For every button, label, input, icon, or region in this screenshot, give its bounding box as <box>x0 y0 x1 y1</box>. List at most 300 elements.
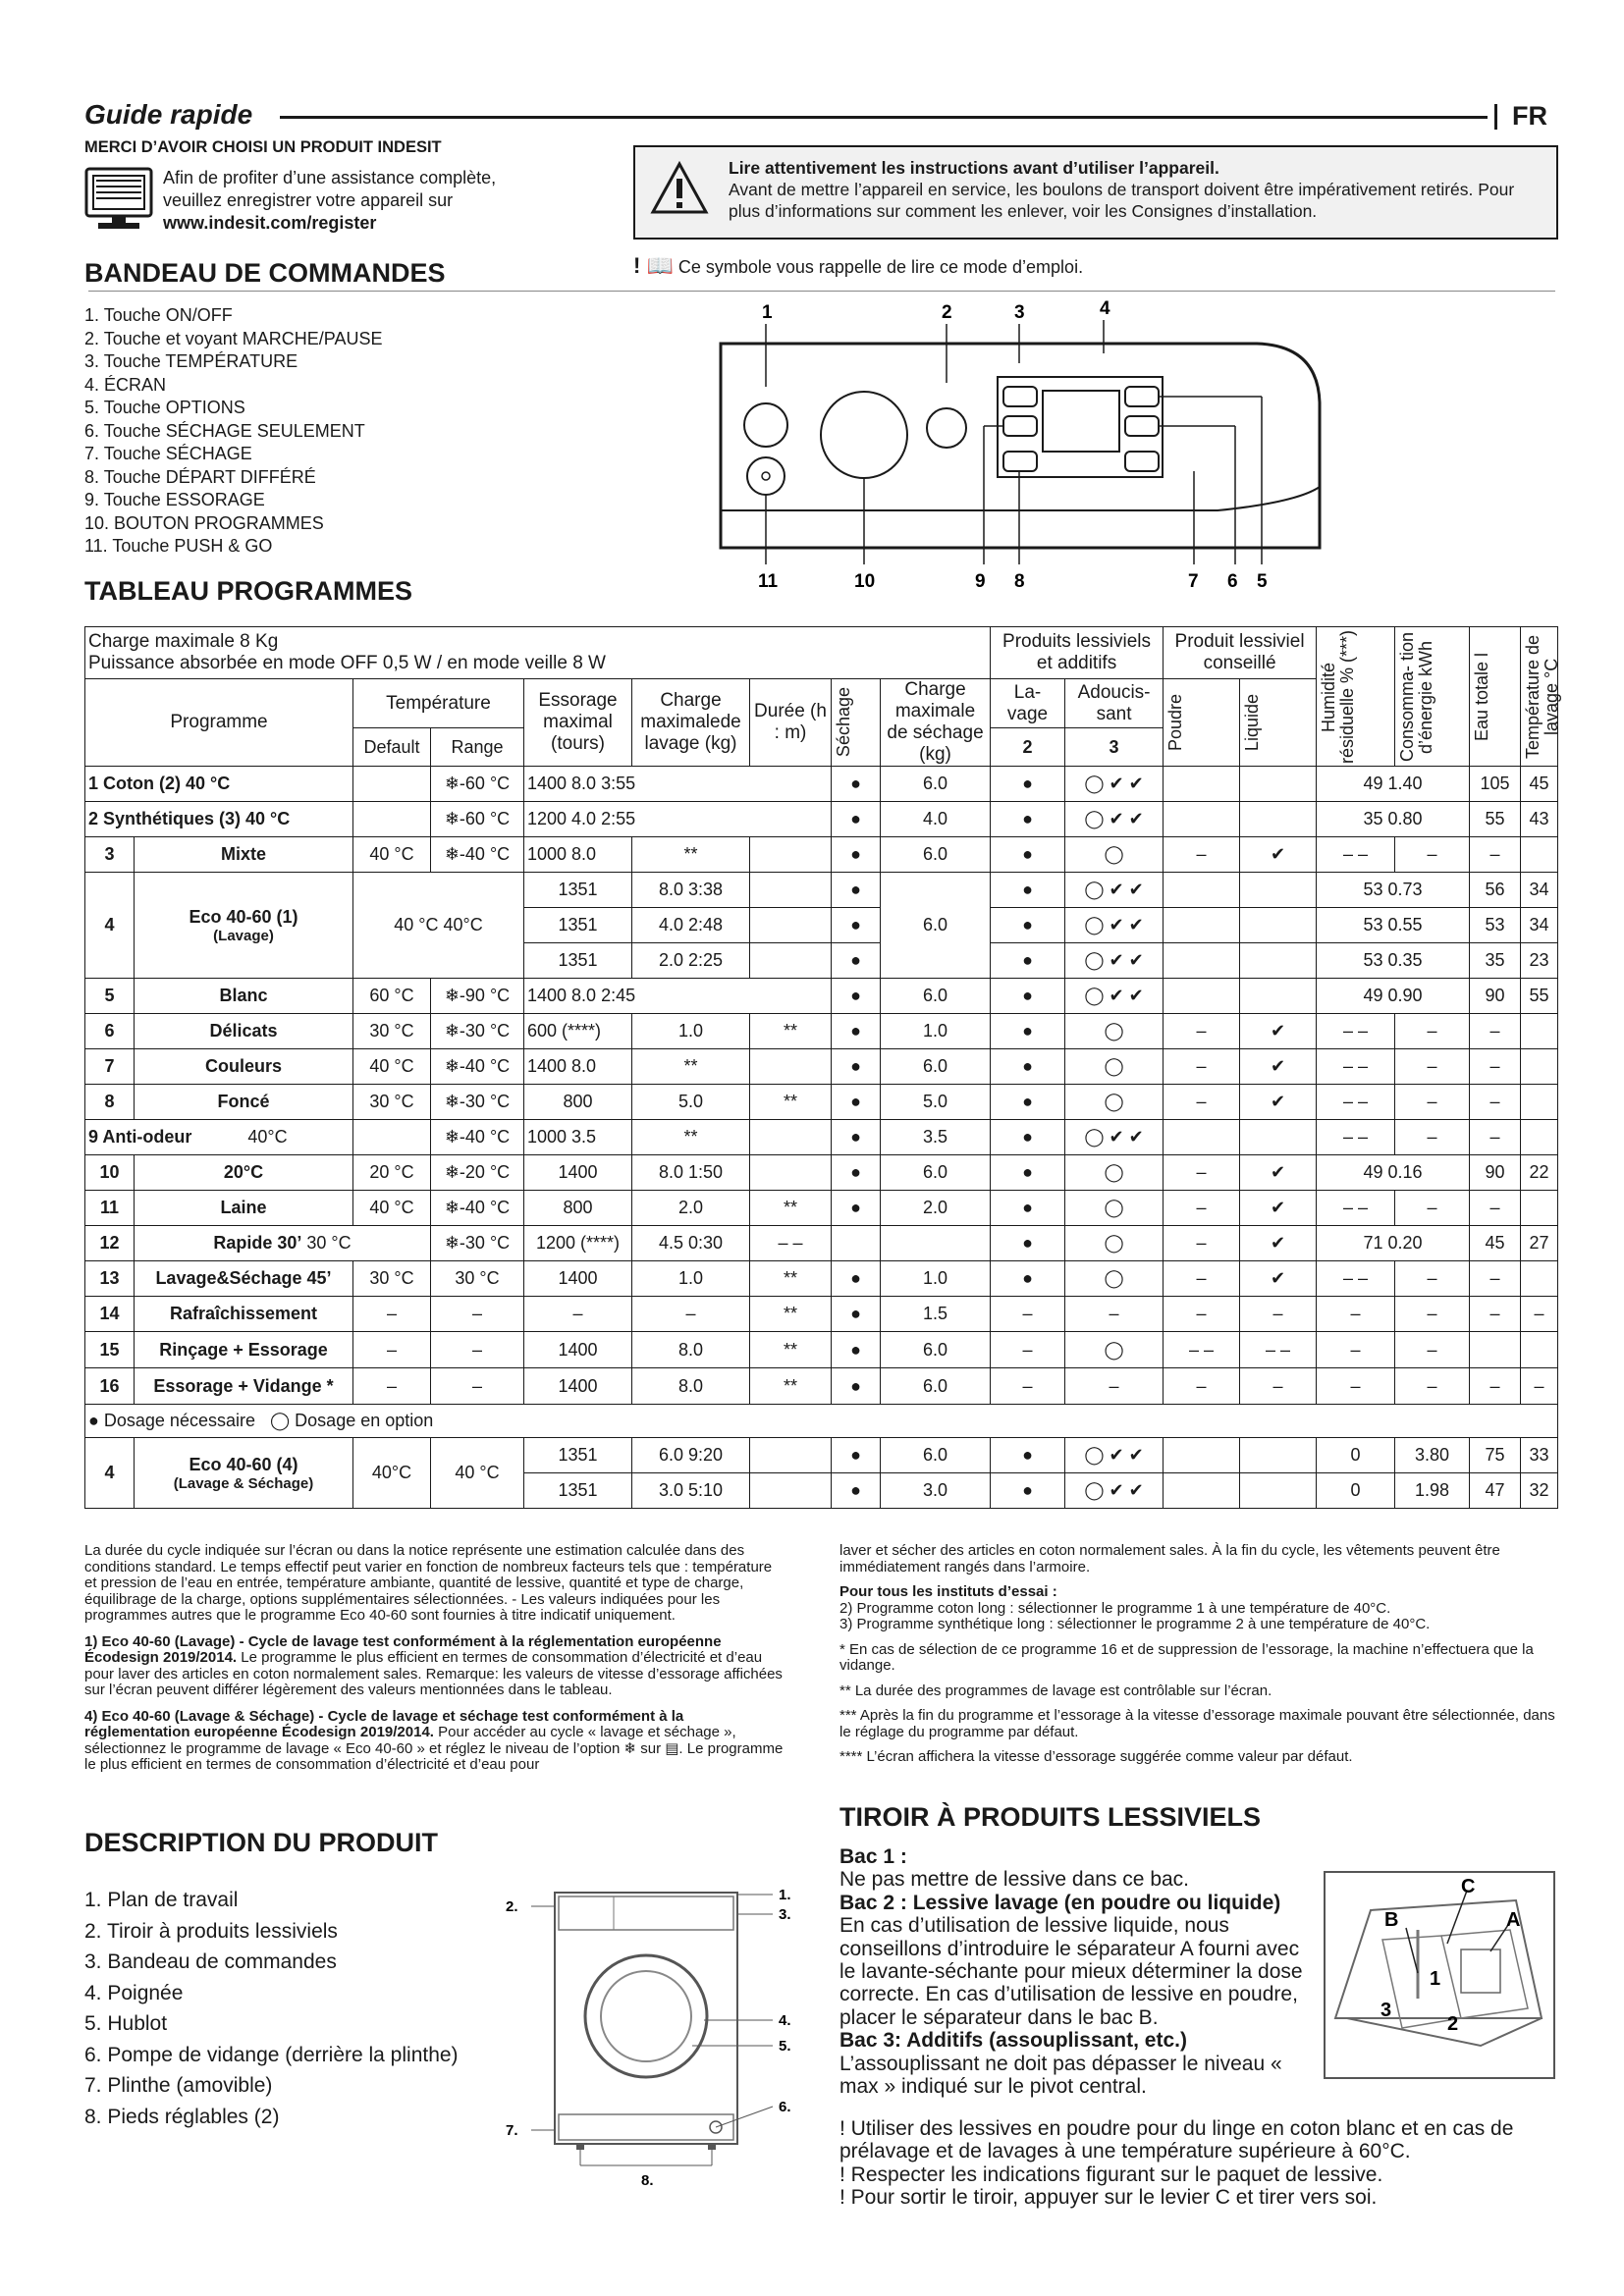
table-cell: 1200 4.0 2:55 <box>524 802 832 837</box>
table-cell: ◯ ✔ ✔ <box>1065 1438 1164 1473</box>
table-cell: 5.0 <box>881 1085 991 1120</box>
table-cell: 6.0 <box>881 1438 991 1473</box>
table-cell: ✔ <box>1240 1226 1317 1261</box>
table-cell: 3.0 <box>881 1473 991 1509</box>
empty-dot-icon: ◯ <box>270 1411 291 1430</box>
table-cell: – <box>1395 1297 1470 1332</box>
table-cell: 1351 <box>524 908 632 943</box>
energy-header: Consomma- tion d’énergie kWh <box>1395 627 1470 767</box>
table-cell: ✔ <box>1240 1085 1317 1120</box>
programme-name: Foncé <box>135 1085 353 1120</box>
table-cell: – <box>353 1297 431 1332</box>
table-cell: 40 °C <box>353 837 431 873</box>
table-cell: 49 1.40 <box>1317 767 1470 802</box>
table-cell: 53 0.73 <box>1317 873 1470 908</box>
table-row <box>85 1368 1558 1405</box>
table-cell: – <box>353 1368 431 1405</box>
table-cell <box>1240 1120 1317 1155</box>
table-cell: ◯ <box>1065 1226 1164 1261</box>
bac3-text: L’assouplissant ne doit pas dépasser le niveau « max » indiqué sur le pivot central. <box>839 2052 1282 2099</box>
table-cell: 40 °C <box>353 1191 431 1226</box>
table-cell: – <box>1164 1155 1240 1191</box>
table-cell: 6.0 <box>881 1155 991 1191</box>
bac2-text: En cas d’utilisation de lessive liquide, nous conseillons d’introduire le séparateur A fourni avec le lavante-séchante pour mieux déterminer la dose correcte. En cas d’utilisation de lessive en poudre, placer le séparateur dans le bac B. <box>839 1914 1303 2029</box>
list-item: 2. Tiroir à produits lessiviels <box>84 1919 338 1943</box>
table-cell: ** <box>750 1085 832 1120</box>
table-cell <box>1164 767 1240 802</box>
programme-number: 6 <box>85 1014 135 1049</box>
note-paragraph: ** La durée des programmes de lavage est contrôlable sur l’écran. <box>839 1682 1272 1699</box>
part-label-2: 2. <box>506 1898 518 1915</box>
table-row <box>85 1405 1558 1438</box>
programme-number: 8 <box>85 1085 135 1120</box>
table-cell <box>750 873 832 908</box>
table-cell: 6.0 <box>881 873 991 979</box>
callout-2: 2 <box>942 302 952 323</box>
description-title: DESCRIPTION DU PRODUIT <box>84 1828 439 1857</box>
table-cell: ● <box>832 943 881 979</box>
programme-number: 15 <box>85 1332 135 1368</box>
welcome-heading: MERCI D’AVOIR CHOISI UN PRODUIT INDESIT <box>84 138 442 156</box>
table-cell <box>750 908 832 943</box>
table-cell: 75 <box>1470 1438 1521 1473</box>
note-bold: 4) Eco 40-60 (Lavage & Séchage) - Cycle de lavage et séchage test conformément à la réglementation européenne Écodesign 2019/2014. <box>84 1707 684 1740</box>
table-cell: – – <box>1317 1014 1395 1049</box>
table-cell <box>1521 1261 1558 1297</box>
table-cell: – <box>1317 1368 1395 1405</box>
table-cell: – <box>1470 1368 1521 1405</box>
table-cell: ❄-40 °C <box>431 1191 524 1226</box>
table-cell: 30 °C <box>353 1261 431 1297</box>
table-cell: – <box>1164 1049 1240 1085</box>
note-paragraph <box>84 1709 786 1774</box>
table-cell: ✔ <box>1240 1191 1317 1226</box>
programme-temp: 30 °C <box>306 1233 352 1253</box>
table-cell: 800 <box>524 1085 632 1120</box>
list-item: 7. Plinthe (amovible) <box>84 2074 273 2097</box>
table-cell: 30 °C <box>353 1085 431 1120</box>
drawer-note: ! Pour sortir le tiroir, appuyer sur le levier C et tirer vers soi. <box>839 2186 1378 2210</box>
table-cell: – <box>1521 1368 1558 1405</box>
table-cell: ● <box>991 1155 1065 1191</box>
table-cell: 53 0.35 <box>1317 943 1470 979</box>
note-text: 2) Programme coton long : sélectionner le programme 1 à une température de 40°C. <box>839 1599 1391 1617</box>
table-cell: 30 °C <box>353 1014 431 1049</box>
table-cell <box>1164 1473 1240 1509</box>
legend-required: Dosage nécessaire <box>103 1411 255 1430</box>
table-cell: ● <box>832 1155 881 1191</box>
list-item: 8. Pieds réglables (2) <box>84 2105 280 2128</box>
table-cell: 32 <box>1521 1473 1558 1509</box>
table-cell: 2.0 <box>881 1191 991 1226</box>
table-cell: – – <box>1317 837 1395 873</box>
table-cell <box>750 1049 832 1085</box>
table-cell: ❄-40 °C <box>431 1120 524 1155</box>
table-cell: – <box>1470 1049 1521 1085</box>
note-paragraph <box>839 1584 1561 1633</box>
part-label-3: 3. <box>779 1906 791 1923</box>
table-cell: 40°C <box>353 1438 431 1509</box>
push-go-button <box>747 457 785 495</box>
table-cell: ● <box>991 1226 1065 1261</box>
welcome-body: Afin de profiter d’une assistance complète, veuillez enregistrer votre appareil sur <box>163 168 497 210</box>
table-cell <box>1164 873 1240 908</box>
table-cell: – <box>991 1368 1065 1405</box>
table-cell <box>1470 1332 1521 1368</box>
list-item: 1. Touche ON/OFF <box>84 305 233 325</box>
table-row <box>85 627 1558 679</box>
table-cell <box>1240 908 1317 943</box>
table-cell: 600 (****) <box>524 1014 632 1049</box>
programme-name: Couleurs <box>135 1049 353 1085</box>
table-cell: 4.5 0:30 <box>632 1226 750 1261</box>
table-row <box>85 979 1558 1014</box>
table-cell: – <box>1395 1085 1470 1120</box>
programme-temp: 40°C <box>247 1127 288 1147</box>
table-cell: ◯ <box>1065 1014 1164 1049</box>
drawer-label-a: A <box>1506 1909 1521 1931</box>
table-cell: ● <box>832 1297 881 1332</box>
table-cell <box>881 1226 991 1261</box>
table-cell: – <box>1470 1085 1521 1120</box>
table-row <box>85 802 1558 837</box>
washing-machine-diagram <box>496 1873 810 2202</box>
programme-name: 20°C <box>135 1155 353 1191</box>
table-cell: ❄-40 °C <box>431 1049 524 1085</box>
table-cell: – <box>1395 1332 1470 1368</box>
programme-name: Laine <box>135 1191 353 1226</box>
list-item: 3. Bandeau de commandes <box>84 1950 337 1973</box>
table-cell: 6.0 <box>881 1368 991 1405</box>
note-paragraph: La durée du cycle indiquée sur l’écran ou dans la notice représente une estimation calculée dans des conditions standard. Le temps effectif peut varier en fonction de nombreux facteurs tels que : température et pression de l’eau en entrée, température ambiante, quantité de lessive, quantité et type de charge, équilibrage de la charge, options supplémentaires sélectionnées. - Les valeurs indiquées pour les programmes autres que le programme Eco 40-60 sont fournies à titre indicatif uniquement. <box>84 1542 773 1624</box>
programme-name <box>135 1226 431 1261</box>
wash-temp-header: Température de lavage °C <box>1521 627 1558 767</box>
table-cell: – <box>1164 1191 1240 1226</box>
table-row <box>85 1191 1558 1226</box>
list-item: 2. Touche et voyant MARCHE/PAUSE <box>84 328 383 348</box>
table-cell: – <box>1470 1297 1521 1332</box>
table-cell: ◯ ✔ ✔ <box>1065 979 1164 1014</box>
table-cell: ● <box>991 1014 1065 1049</box>
table-cell <box>750 1473 832 1509</box>
programme-number: 4 <box>85 873 135 979</box>
table-cell <box>353 1120 431 1155</box>
table-cell: – – <box>750 1226 832 1261</box>
table-cell: ** <box>750 1191 832 1226</box>
table-cell: 0 <box>1317 1438 1395 1473</box>
table-cell: – <box>1065 1297 1164 1332</box>
table-cell: ✔ <box>1240 1049 1317 1085</box>
table-cell <box>832 1226 881 1261</box>
bac-3-header: 3 <box>1065 728 1164 767</box>
table-row <box>85 1297 1558 1332</box>
table-cell: ◯ ✔ ✔ <box>1065 1120 1164 1155</box>
power-info: Puissance absorbée en mode OFF 0,5 W / en mode veille 8 W <box>88 653 606 673</box>
table-cell: ✔ <box>1240 1014 1317 1049</box>
start-pause-button <box>927 408 966 448</box>
table-cell: ✔ <box>1240 1261 1317 1297</box>
table-cell: 0 <box>1317 1473 1395 1509</box>
table-cell: – <box>1164 837 1240 873</box>
table-cell: 1.0 <box>881 1014 991 1049</box>
header-rule <box>280 116 1488 119</box>
table-cell: ** <box>750 1332 832 1368</box>
table-row <box>85 1332 1558 1368</box>
warning-text <box>729 157 1543 222</box>
duration-header: Durée (h : m) <box>750 679 832 767</box>
table-cell: – <box>1521 1297 1558 1332</box>
table-cell: – <box>991 1332 1065 1368</box>
table-cell: 45 <box>1470 1226 1521 1261</box>
table-cell: ** <box>632 837 750 873</box>
drawer-label-1: 1 <box>1430 1968 1441 1990</box>
drawer-label-2: 2 <box>1447 2013 1459 2035</box>
table-cell: – <box>1395 1014 1470 1049</box>
table-cell: ❄-30 °C <box>431 1226 524 1261</box>
table-cell: – <box>1164 1368 1240 1405</box>
table-cell <box>1240 1473 1317 1509</box>
table-cell <box>1164 943 1240 979</box>
programme-name <box>85 1120 353 1155</box>
programme-name: 1 Coton (2) 40 °C <box>85 767 353 802</box>
table-cell: ◯ ✔ ✔ <box>1065 908 1164 943</box>
table-cell: ● <box>832 767 881 802</box>
drawer-note: ! Respecter les indications figurant sur le paquet de lessive. <box>839 2163 1383 2186</box>
table-cell: ● <box>832 1438 881 1473</box>
wash-header: La- vage <box>991 679 1065 728</box>
table-cell <box>1521 1332 1558 1368</box>
table-cell <box>750 943 832 979</box>
table-cell <box>1164 1120 1240 1155</box>
programme-number: 14 <box>85 1297 135 1332</box>
table-cell: 6.0 <box>881 767 991 802</box>
table-cell: ● <box>832 1014 881 1049</box>
programme-name-text: Rapide 30’ <box>213 1233 302 1253</box>
table-cell: ** <box>632 1120 750 1155</box>
warning-bold: Lire attentivement les instructions avant d’utiliser l’appareil. <box>729 158 1219 178</box>
table-cell: ● <box>991 943 1065 979</box>
table-cell <box>1521 1049 1558 1085</box>
read-manual-note <box>633 253 1083 279</box>
dry-load-header: Charge maximale de séchage (kg) <box>881 679 991 767</box>
list-item: 4. ÉCRAN <box>84 374 167 395</box>
table-cell: 5.0 <box>632 1085 750 1120</box>
table-cell: 53 0.55 <box>1317 908 1470 943</box>
table-cell: 1351 <box>524 943 632 979</box>
table-cell: 1200 (****) <box>524 1226 632 1261</box>
bac1-text: Ne pas mettre de lessive dans ce bac. <box>839 1868 1190 1892</box>
table-cell: ◯ ✔ ✔ <box>1065 802 1164 837</box>
table-cell: ● <box>991 1438 1065 1473</box>
table-cell: – <box>1395 1261 1470 1297</box>
table-row <box>85 1155 1558 1191</box>
table-cell: 1.0 <box>881 1261 991 1297</box>
programme-name <box>135 1438 353 1509</box>
callout-4: 4 <box>1100 298 1110 319</box>
note-text: Pour accéder au cycle « lavage et séchage », sélectionnez le programme de lavage « Eco 40-60 » et réglez le niveau de l’option ❄ sur ▤. Le programme le plus efficient en termes de consommation d’électricité et d’eau pour <box>84 1724 784 1773</box>
programme-number: 5 <box>85 979 135 1014</box>
bac2-heading: Bac 2 : Lessive lavage (en poudre ou liquide) <box>839 1891 1281 1914</box>
table-cell: ** <box>750 1014 832 1049</box>
table-cell: ● <box>832 1261 881 1297</box>
table-cell: ◯ <box>1065 1261 1164 1297</box>
table-row <box>85 1085 1558 1120</box>
table-cell: 1400 <box>524 1332 632 1368</box>
spin-header: Essorage maximal (tours) <box>524 679 632 767</box>
table-cell: 49 0.90 <box>1317 979 1470 1014</box>
table-cell: 1400 <box>524 1261 632 1297</box>
table-cell: 90 <box>1470 979 1521 1014</box>
table-cell: 34 <box>1521 908 1558 943</box>
table-cell: – <box>524 1297 632 1332</box>
list-item: 5. Hublot <box>84 2012 168 2035</box>
programmes-title: TABLEAU PROGRAMMES <box>84 576 412 606</box>
table-cell: ◯ ✔ ✔ <box>1065 943 1164 979</box>
table-row <box>85 1438 1558 1473</box>
drawer-text <box>839 1845 1311 2098</box>
warning-body: Avant de mettre l’appareil en service, les boulons de transport doivent être impérativement retirés. Pour plus d’informations sur comment les enlever, voir les Consignes d’installation. <box>729 180 1515 221</box>
note-paragraph: **** L’écran affichera la vitesse d’essorage suggérée comme valeur par défaut. <box>839 1748 1353 1765</box>
callout-9: 9 <box>975 571 986 592</box>
table-cell: 53 <box>1470 908 1521 943</box>
table-cell: 4.0 <box>881 802 991 837</box>
table-cell: ● <box>832 1085 881 1120</box>
table-cell: ◯ <box>1065 1332 1164 1368</box>
table-cell: ● <box>991 1120 1065 1155</box>
table-cell: ◯ ✔ ✔ <box>1065 873 1164 908</box>
eco-name: Eco 40-60 (1) <box>189 906 298 927</box>
bac-2-header: 2 <box>991 728 1065 767</box>
table-cell: ✔ <box>1240 1155 1317 1191</box>
table-cell <box>1240 1438 1317 1473</box>
description-list <box>84 1885 459 2132</box>
detergents-header: Produits lessiviels et additifs <box>991 627 1164 679</box>
table-cell <box>750 1120 832 1155</box>
table-cell: 40 °C 40°C <box>353 873 524 979</box>
note-text: 3) Programme synthétique long : sélectionner le programme 2 à une température de 40°C. <box>839 1616 1431 1632</box>
list-item: 11. Touche PUSH & GO <box>84 536 273 556</box>
table-cell: ● <box>991 1085 1065 1120</box>
table-cell: 49 0.16 <box>1317 1155 1470 1191</box>
programme-name: Lavage&Séchage 45’ <box>135 1261 353 1297</box>
drawer-notes <box>839 2117 1566 2210</box>
table-cell <box>750 1438 832 1473</box>
table-cell: 1351 <box>524 873 632 908</box>
part-label-7: 7. <box>506 2122 518 2139</box>
table-cell: – <box>1164 1014 1240 1049</box>
table-cell: – – <box>1240 1332 1317 1368</box>
programme-number: 12 <box>85 1226 135 1261</box>
programme-name: Rafraîchissement <box>135 1297 353 1332</box>
table-cell: ** <box>750 1368 832 1405</box>
note-bold: Pour tous les instituts d’essai : <box>839 1583 1057 1600</box>
table-cell: 1400 8.0 <box>524 1049 632 1085</box>
table-cell <box>1164 979 1240 1014</box>
max-load-info: Charge maximale 8 Kg <box>88 631 279 652</box>
drying-header: Séchage <box>832 679 881 767</box>
table-cell: 1.0 <box>632 1261 750 1297</box>
programme-name-text: 9 Anti-odeur <box>88 1127 192 1147</box>
temperature-header: Température <box>353 679 524 728</box>
table-cell: – <box>1240 1297 1317 1332</box>
drawer-label-b: B <box>1384 1909 1399 1931</box>
list-item: 6. Pompe de vidange (derrière la plinthe) <box>84 2043 459 2066</box>
table-cell: 8.0 <box>632 1368 750 1405</box>
table-cell: 1400 <box>524 1368 632 1405</box>
load-header: Charge maximalede lavage (kg) <box>632 679 750 767</box>
programme-number: 16 <box>85 1368 135 1405</box>
table-cell: – <box>1065 1368 1164 1405</box>
table-cell: ● <box>991 908 1065 943</box>
table-cell: ❄-60 °C <box>431 802 524 837</box>
callout-5: 5 <box>1257 571 1268 592</box>
table-cell: – <box>431 1332 524 1368</box>
table-cell <box>1521 1191 1558 1226</box>
table-cell: ● <box>991 1049 1065 1085</box>
note-paragraph: *** Après la fin du programme et l’essorage à la vitesse d’essorage maximale pouvant être sélectionnée, dans le réglage du programme par défaut. <box>839 1707 1555 1740</box>
drawer-label-3: 3 <box>1380 2000 1392 2021</box>
water-header: Eau totale l <box>1470 627 1521 767</box>
table-cell: ● <box>832 1368 881 1405</box>
table-cell <box>1521 1014 1558 1049</box>
register-link[interactable]: www.indesit.com/register <box>163 213 377 233</box>
table-cell: ◯ <box>1065 1085 1164 1120</box>
table-cell: ** <box>632 1049 750 1085</box>
table-cell: 4.0 2:48 <box>632 908 750 943</box>
table-cell: 1.98 <box>1395 1473 1470 1509</box>
legend-optional: Dosage en option <box>295 1411 434 1430</box>
table-cell: ◯ ✔ ✔ <box>1065 1473 1164 1509</box>
table-cell: ● <box>832 979 881 1014</box>
table-cell: – <box>1395 1368 1470 1405</box>
table-cell: – <box>1164 1261 1240 1297</box>
list-item: 7. Touche SÉCHAGE <box>84 444 252 463</box>
notes-left <box>84 1543 786 1784</box>
table-cell: – – <box>1317 1085 1395 1120</box>
dosage-legend <box>85 1405 1558 1438</box>
liquid-header: Liquide <box>1240 679 1317 767</box>
programme-number: 10 <box>85 1155 135 1191</box>
table-cell <box>1240 767 1317 802</box>
powder-header: Poudre <box>1164 679 1240 767</box>
list-item: 3. Touche TEMPÉRATURE <box>84 351 298 371</box>
programme-name: Blanc <box>135 979 353 1014</box>
table-row <box>85 873 1558 908</box>
table-cell: 1400 8.0 3:55 <box>524 767 832 802</box>
table-cell: ● <box>832 873 881 908</box>
default-header: Default <box>353 728 431 767</box>
table-cell: – <box>1395 1120 1470 1155</box>
table-cell: 55 <box>1470 802 1521 837</box>
table-cell <box>1164 802 1240 837</box>
table-cell: – <box>431 1297 524 1332</box>
table-cell <box>1240 802 1317 837</box>
table-cell: ● <box>991 1191 1065 1226</box>
table-row <box>85 1226 1558 1261</box>
table-cell: ● <box>991 873 1065 908</box>
drawer-note: ! Utiliser des lessives en poudre pour du linge en coton blanc et en cas de prélavage et de lavages à une température supérieure à 60°C. <box>839 2117 1514 2163</box>
table-cell: ● <box>832 1332 881 1368</box>
table-cell: ❄-40 °C <box>431 837 524 873</box>
table-cell <box>1240 873 1317 908</box>
table-cell: 1.0 <box>632 1014 750 1049</box>
eco-dry-name: Eco 40-60 (4) <box>189 1454 298 1474</box>
table-cell: ** <box>750 1261 832 1297</box>
table-cell <box>353 802 431 837</box>
table-cell: 6.0 <box>881 837 991 873</box>
table-cell: 22 <box>1521 1155 1558 1191</box>
table-cell: – <box>1395 837 1470 873</box>
